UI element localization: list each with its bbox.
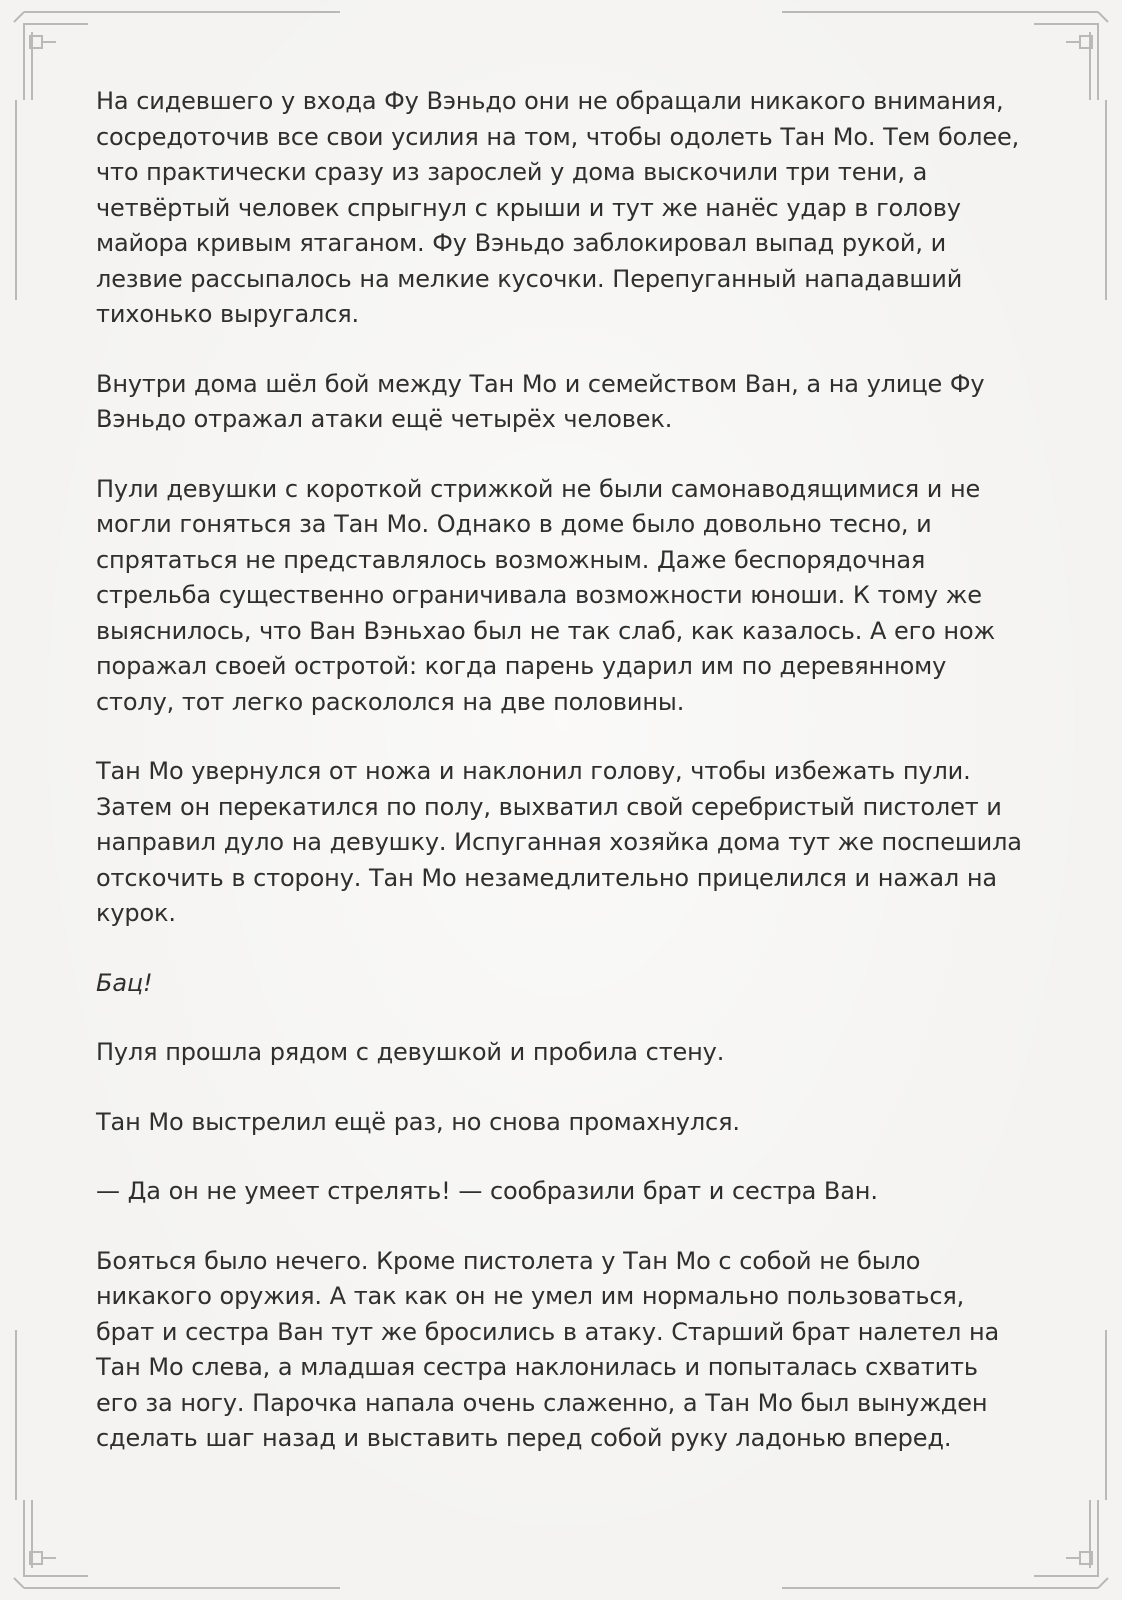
frame-corner-top-right [1034, 12, 1108, 100]
paragraph: На сидевшего у входа Фу Вэньдо они не обращали никакого внимания, сосредоточив все свои усилия на том, чтобы одолеть Тан Мо. Тем более, что практически сразу из зарослей у дома выскочили три тени, а четвёртый человек спрыгнул с крыши и тут же нанёс удар в голову майора кривым ятаганом. Фу Вэньдо заблокировал выпад рукой, и лезвие рассыпалось на мелкие кусочки. Перепуганный нападавший тихонько выругался. [96, 87, 1020, 328]
frame-corner-bottom-left [14, 1500, 88, 1588]
paragraph: Бояться было нечего. Кроме пистолета у Тан Мо с собой не было никакого оружия. А так как он не умел им нормально пользоваться, брат и сестра Ван тут же бросились в атаку. Старший брат налетел на Тан Мо слева, а младшая сестра наклонилась и попыталась схватить его за ногу. Парочка напала очень слаженно, а Тан Мо был вынужден сделать шаг назад и выставить перед собой руку ладонью вперед. [96, 1246, 1000, 1452]
paragraph: Тан Мо выстрелил ещё раз, но снова промахнулся. [96, 1107, 740, 1136]
dialogue-paragraph: — Да он не умеет стрелять! — сообразили брат и сестра Ван. [96, 1177, 878, 1205]
frame-corner-bottom-right [1034, 1500, 1108, 1588]
paragraph: Тан Мо увернулся от ножа и наклонил голову, чтобы избежать пули. Затем он перекатился по полу, выхватил свой серебристый пистолет и направил дуло на девушку. Испуганная хозяйка дома тут же поспешила отскочить в сторону. Тан Мо незамедлительно прицелился и нажал на курок. [96, 757, 1022, 927]
text-body [96, 84, 1026, 1491]
paragraph: Пули девушки с короткой стрижкой не были самонаводящимися и не могли гоняться за Тан Мо. Однако в доме было довольно тесно, и спрятаться не представлялось возможным. Даже беспорядочная стрельба существенно ограничивала возможности юноши. К тому же выяснилось, что Ван Вэньхао был не так слаб, как казалось. А его нож поражал своей остротой: когда парень ударил им по деревянному столу, тот легко раскололся на две половины. [96, 474, 995, 716]
paragraph: Пуля прошла рядом с девушкой и пробила стену. [96, 1038, 725, 1066]
sound-effect-paragraph: Бац! [96, 968, 153, 997]
frame-corner-top-left [14, 12, 88, 100]
paragraph: Внутри дома шёл бой между Тан Мо и семейством Ван, а на улице Фу Вэньдо отражал атаки ещё четырёх человек. [96, 369, 985, 433]
